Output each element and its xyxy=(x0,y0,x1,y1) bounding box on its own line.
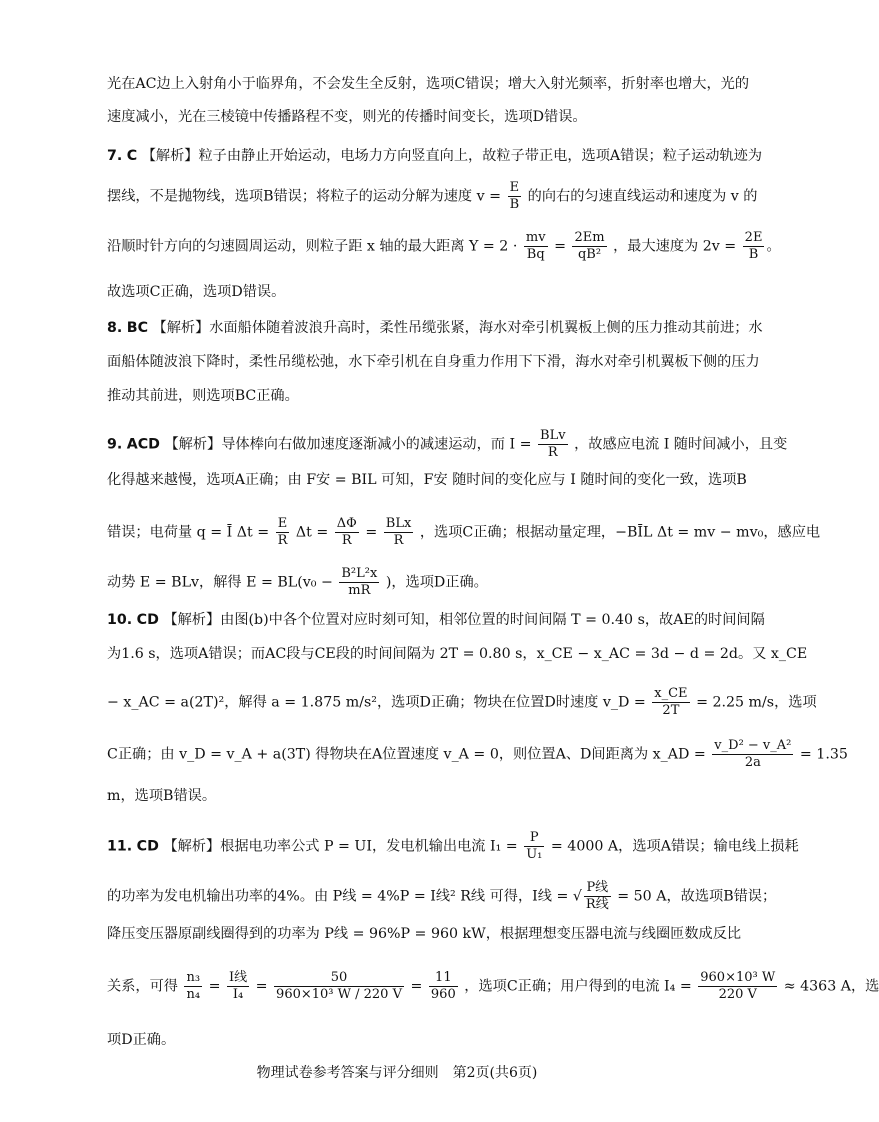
text-segment: = 1.35 xyxy=(799,746,848,763)
fraction xyxy=(524,230,548,263)
text-line xyxy=(107,566,488,599)
text-segment: ，故感应电流 I 随时间减小，且变 xyxy=(574,436,788,453)
denominator: U₁ xyxy=(526,847,543,862)
text-line: 故选项C正确，选项D错误。 xyxy=(107,284,286,300)
denominator: 2a xyxy=(744,755,761,770)
text-segment: = xyxy=(208,978,221,995)
numerator: BLv xyxy=(540,428,566,443)
text-line: 为1.6 s，选项A错误；而AC段与CE段的时间间隔为 2T = 0.80 s，x_CE − x_AC = 3d − d = 2d。又 x_CE xyxy=(107,646,808,662)
numerator: E xyxy=(508,180,522,197)
numerator: 960×10³ W xyxy=(700,970,776,985)
analysis-tag: 【解析】 xyxy=(163,612,221,628)
fraction xyxy=(712,738,793,771)
text-line xyxy=(107,880,776,913)
answer-choice: C xyxy=(126,148,138,164)
text-line: 面船体随波浪下降时，柔性吊缆松弛，水下牵引机在自身重力作用下下滑，海水对牵引机翼板下侧的压力 xyxy=(107,354,760,370)
text-line: 项D正确。 xyxy=(107,1032,176,1048)
denominator: Bq xyxy=(526,247,545,262)
denominator: R xyxy=(393,533,404,548)
fraction xyxy=(429,970,458,1003)
numerator: 2E xyxy=(744,230,763,245)
text-segment: 根据电功率公式 P = UI，发电机输出电流 I₁ = xyxy=(220,838,518,855)
fraction xyxy=(743,230,765,263)
text-line xyxy=(107,970,879,1003)
numerator: n₃ xyxy=(186,970,201,985)
analysis-tag: 【解析】 xyxy=(164,436,222,453)
text-line: 化得越来越慢，选项A正确；由 F安 = BIL 可知，F安 随时间的变化应与 I 随时间的变化一致，选项B xyxy=(107,472,747,488)
fraction xyxy=(698,970,777,1003)
text-segment: = xyxy=(410,978,423,995)
numerator: v_D² − v_A² xyxy=(714,738,792,753)
text-segment: 动势 E = BLv，解得 E = BL(v₀ − xyxy=(107,574,333,591)
denominator: R线 xyxy=(585,897,609,912)
question-10 xyxy=(107,610,765,630)
denominator: B xyxy=(748,247,759,262)
numerator: ΔΦ xyxy=(336,516,357,531)
question-number: 8. xyxy=(107,320,123,336)
question-8 xyxy=(107,318,763,338)
numerator: P xyxy=(524,830,544,847)
denominator: 960 xyxy=(430,987,456,1002)
text-line: 水面船体随着波浪升高时，柔性吊缆张紧，海水对牵引机翼板上侧的压力推动其前进；水 xyxy=(209,320,763,336)
text-segment: 的向右的匀速直线运动和速度为 v 的 xyxy=(527,188,758,205)
answer-choice: CD xyxy=(136,838,159,855)
text-segment: ，选项C正确；用户得到的电流 I₄ = xyxy=(464,978,692,995)
text-segment: 错误；电荷量 q = Ī Δt = xyxy=(107,524,270,541)
page-footer: 物理试卷参考答案与评分细则 第2页(共6页) xyxy=(256,1065,538,1081)
numerator: mv xyxy=(525,230,546,245)
text-line: 速度减小，光在三棱镜中传播路程不变，则光的传播时间变长，选项D错误。 xyxy=(107,109,587,125)
text-segment: ≈ 4363 A，选 xyxy=(783,978,879,995)
question-9 xyxy=(107,428,787,461)
fraction xyxy=(276,516,290,549)
denominator: mR xyxy=(348,583,371,598)
question-11 xyxy=(107,830,799,863)
numerator: I线 xyxy=(228,970,248,985)
denominator: R xyxy=(547,445,558,460)
question-7 xyxy=(107,146,762,166)
numerator: 2Em xyxy=(574,230,605,245)
denominator: n₄ xyxy=(186,987,201,1002)
numerator: E xyxy=(276,516,290,533)
numerator: 11 xyxy=(429,970,458,987)
text-segment: = 50 A，故选项B错误； xyxy=(617,888,777,905)
fraction xyxy=(584,880,611,913)
fraction xyxy=(524,830,544,863)
analysis-tag: 【解析】 xyxy=(141,148,199,164)
question-number: 10. xyxy=(107,612,133,628)
text-line: 光在AC边上入射角小于临界角，不会发生全反射，选项C错误；增大入射光频率，折射率也增大，光的 xyxy=(107,76,750,92)
denominator: 2T xyxy=(662,703,680,718)
question-number: 9. xyxy=(107,436,123,453)
numerator: B²L²x xyxy=(341,566,378,581)
analysis-tag: 【解析】 xyxy=(163,838,221,855)
numerator: 50 xyxy=(274,970,404,987)
denominator: 960×10³ W / 220 V xyxy=(276,987,402,1002)
text-segment: 的功率为发电机输出功率的4%。由 P线 = 4%P = I线² R线 可得，I线 = √ xyxy=(107,888,582,905)
answer-choice: ACD xyxy=(126,436,160,453)
text-segment: − x_AC = a(2T)²，解得 a = 1.875 m/s²，选项D正确；物块在位置D时速度 v_D = xyxy=(107,694,646,711)
text-line xyxy=(107,686,817,719)
text-line xyxy=(107,230,781,263)
text-segment: 摆线，不是抛物线，选项B错误；将粒子的运动分解为速度 v = xyxy=(107,188,502,205)
text-line xyxy=(107,738,848,771)
denominator: 220 V xyxy=(718,987,757,1002)
fraction xyxy=(339,566,379,599)
analysis-tag: 【解析】 xyxy=(152,320,210,336)
text-line: 由图(b)中各个位置对应时刻可知，相邻位置的时间间隔 T = 0.40 s，故AE的时间间隔 xyxy=(220,612,765,628)
text-segment: ，最大速度为 2v = xyxy=(613,238,737,255)
fraction xyxy=(184,970,202,1003)
fraction xyxy=(384,516,414,549)
text-line: m，选项B错误。 xyxy=(107,788,217,804)
text-segment: 导体棒向右做加速度逐渐减小的减速运动，而 I = xyxy=(221,436,532,453)
question-number: 7. xyxy=(107,148,123,164)
denominator: qB² xyxy=(577,247,602,262)
text-segment: ，选项C正确；根据动量定理，−BĪL Δt = mv − mv₀，感应电 xyxy=(419,524,821,541)
fraction xyxy=(227,970,249,1003)
text-segment: Δt = xyxy=(295,524,329,541)
text-segment: 。 xyxy=(766,238,781,255)
text-line xyxy=(107,180,758,213)
text-segment: = xyxy=(365,524,378,541)
text-line: 推动其前进，则选项BC正确。 xyxy=(107,388,299,404)
fraction xyxy=(335,516,359,549)
denominator: R xyxy=(341,533,352,548)
text-segment: = xyxy=(255,978,268,995)
answer-choice: BC xyxy=(126,320,149,336)
text-line: 粒子由静止开始运动，电场力方向竖直向上，故粒子带正电，选项A错误；粒子运动轨迹为 xyxy=(198,148,763,164)
question-number: 11. xyxy=(107,838,133,855)
denominator: R xyxy=(277,533,288,548)
text-segment: = xyxy=(554,238,566,255)
denominator: B xyxy=(509,197,520,212)
fraction xyxy=(508,180,522,213)
text-segment: 关系，可得 xyxy=(107,978,178,995)
text-segment: )，选项D正确。 xyxy=(385,574,488,591)
answer-choice: CD xyxy=(136,612,159,628)
numerator: P线 xyxy=(584,880,611,897)
fraction xyxy=(652,686,689,719)
fraction xyxy=(572,230,606,263)
text-line xyxy=(107,516,820,549)
fraction xyxy=(538,428,568,461)
numerator: BLx xyxy=(385,516,412,531)
numerator: x_CE xyxy=(654,686,688,701)
text-line: 降压变压器原副线圈得到的功率为 P线 = 96%P = 960 kW，根据理想变压器电流与线圈匝数成反比 xyxy=(107,926,742,942)
text-segment: = 2.25 m/s，选项 xyxy=(696,694,817,711)
fraction xyxy=(274,970,404,1003)
text-segment: 沿顺时针方向的匀速圆周运动，则粒子距 x 轴的最大距离 Y = 2 · xyxy=(107,238,518,255)
denominator: I₄ xyxy=(232,987,244,1002)
text-segment: C正确；由 v_D = v_A + a(3T) 得物块在A位置速度 v_A = 0，则位置A、D间距离为 x_AD = xyxy=(107,746,706,763)
text-segment: = 4000 A，选项A错误；输电线上损耗 xyxy=(550,838,799,855)
